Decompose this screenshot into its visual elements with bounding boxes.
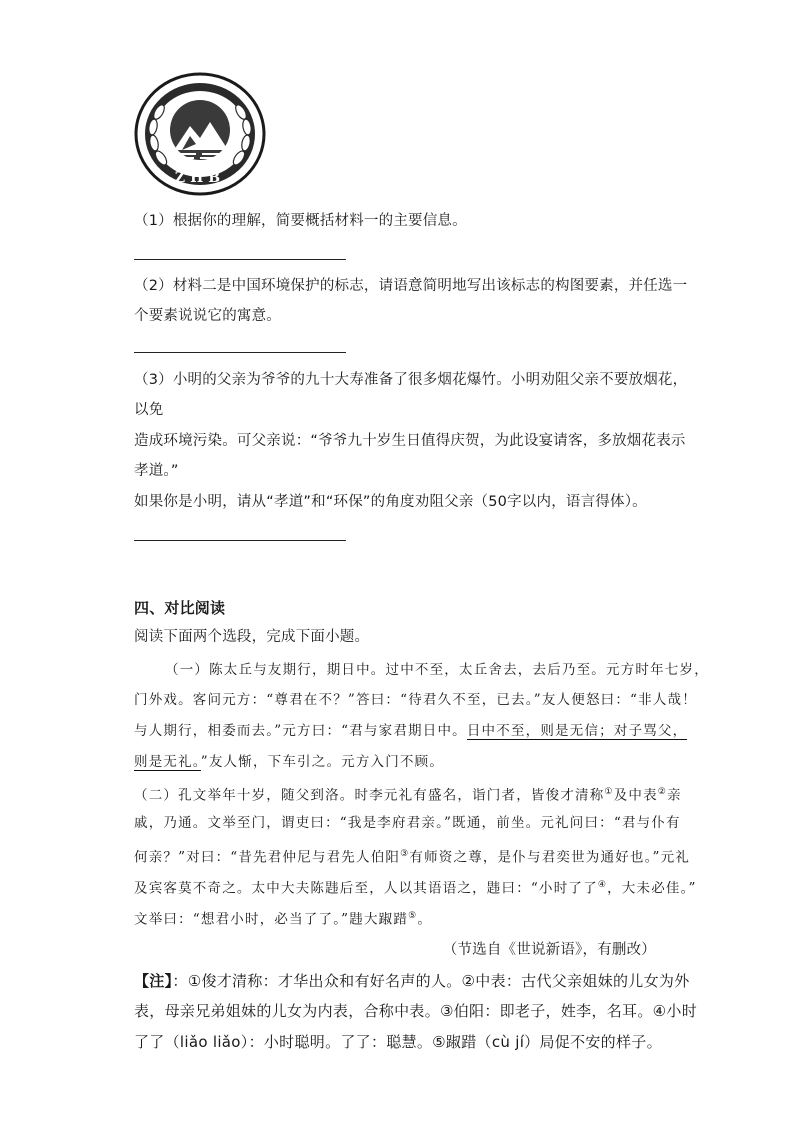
passage-1-line-2: 门外戏。客问元方：“尊君在不？”答曰：“待君久不至，已去。”友人便怒曰：“非人哉！ <box>134 692 697 708</box>
logo-text: ZHB <box>174 170 226 186</box>
environmental-protection-logo <box>134 72 266 196</box>
passage-2-line-3 <box>134 844 690 868</box>
passage-1-text: 与人期行，相委而去。”元方曰：“君与家君期日中。 <box>134 723 467 739</box>
passage-2-line-4 <box>134 875 697 899</box>
notes-label: 【注】 <box>134 972 173 990</box>
note-marker-5: ⑤ <box>408 911 418 921</box>
passage-2-text: 何亲？”对曰：“昔先君仲尼与君先人伯阳 <box>134 849 401 866</box>
section-title: 四、对比阅读 <box>134 599 226 617</box>
question-1: （1）根据你的理解，简要概括材料一的主要信息。 <box>134 213 467 229</box>
passage-2-text: （二）孔文举年十岁，随父到洛。时李元礼有盛名，诣门者，皆俊才清称 <box>134 787 605 804</box>
question-3-line-2: 以免 <box>134 402 164 418</box>
notes-line-3: 了了（liǎo liǎo）：小时聪明。了了：聪慧。⑤踧踖（cù jí）局促不安的样子。 <box>134 1033 662 1051</box>
answer-line-2[interactable] <box>134 352 346 353</box>
source-citation: （节选自《世说新语》，有删改） <box>442 942 656 958</box>
passage-2-text: 有师资之尊，是仆与君奕世为通好也。”元礼 <box>409 849 691 866</box>
passage-2-line-1 <box>134 782 682 806</box>
passage-1-line-3 <box>134 721 687 741</box>
note-marker-3: ③ <box>400 849 410 859</box>
passage-1-text: ”友人惭，下车引之。元方入门不顾。 <box>200 754 445 770</box>
answer-line-1[interactable] <box>134 259 346 260</box>
passage-2-text: 及中表 <box>613 787 658 804</box>
answer-line-3[interactable] <box>134 540 346 541</box>
passage-1-line-4 <box>134 752 444 772</box>
note-marker-1: ① <box>604 787 614 797</box>
notes-line-2: 表，母亲兄弟姐妹的儿女为内表，合称中表。③伯阳：即老子，姓李，名耳。④小时 <box>134 1002 697 1020</box>
passage-2-text: 。 <box>417 911 433 928</box>
passage-2-line-2: 戚，乃通。文举至门，谓吏曰：“我是李府君亲。”既通，前坐。元礼问曰：“君与仆有 <box>134 815 681 831</box>
passage-2-text: 及宾客莫不奇之。太中大夫陈韪后至，人以其语语之，韪曰：“小时了了 <box>134 880 598 897</box>
notes-text: ：①俊才清称：才华出众和有好名声的人。②中表：古代父亲姐妹的儿女为外 <box>172 972 690 990</box>
question-3-line-1: （3）小明的父亲为爷爷的九十大寿准备了很多烟花爆竹。小明劝阻父亲不要放烟花， <box>134 372 688 388</box>
underlined-sentence-end: 则是无礼。 <box>134 754 201 770</box>
question-2-line-2: 个要素说说它的寓意。 <box>134 308 281 324</box>
passage-2-text: 亲 <box>667 787 682 804</box>
section-instruction: 阅读下面两个选段，完成下面小题。 <box>134 629 370 645</box>
notes-line-1 <box>134 970 690 992</box>
passage-1-line-1: （一）陈太丘与友期行，期日中。过中不至，太丘舍去，去后乃至。元方时年七岁， <box>165 662 709 678</box>
question-2-line-1: （2）材料二是中国环境保护的标志，请语意简明地写出该标志的构图要素，并任选一 <box>134 278 688 294</box>
question-3-line-3: 造成环境污染。可父亲说：“爷爷九十岁生日值得庆贺，为此设宴请客，多放烟花表示 <box>134 433 686 449</box>
note-marker-2: ② <box>657 787 668 797</box>
question-3-line-4: 孝道。” <box>134 463 179 479</box>
question-3-line-5: 如果你是小明，请从“孝道”和“环保”的角度劝阻父亲（50字以内，语言得体）。 <box>134 494 647 510</box>
passage-2-line-5 <box>134 906 432 930</box>
note-marker-4: ④ <box>597 880 608 890</box>
underlined-sentence: 日中不至，则是无信；对子骂父， <box>466 723 688 739</box>
passage-2-text: ，大未必佳。” <box>607 880 697 897</box>
passage-2-text: 文举曰：“想君小时，必当了了。”韪大踧踖 <box>134 911 409 928</box>
